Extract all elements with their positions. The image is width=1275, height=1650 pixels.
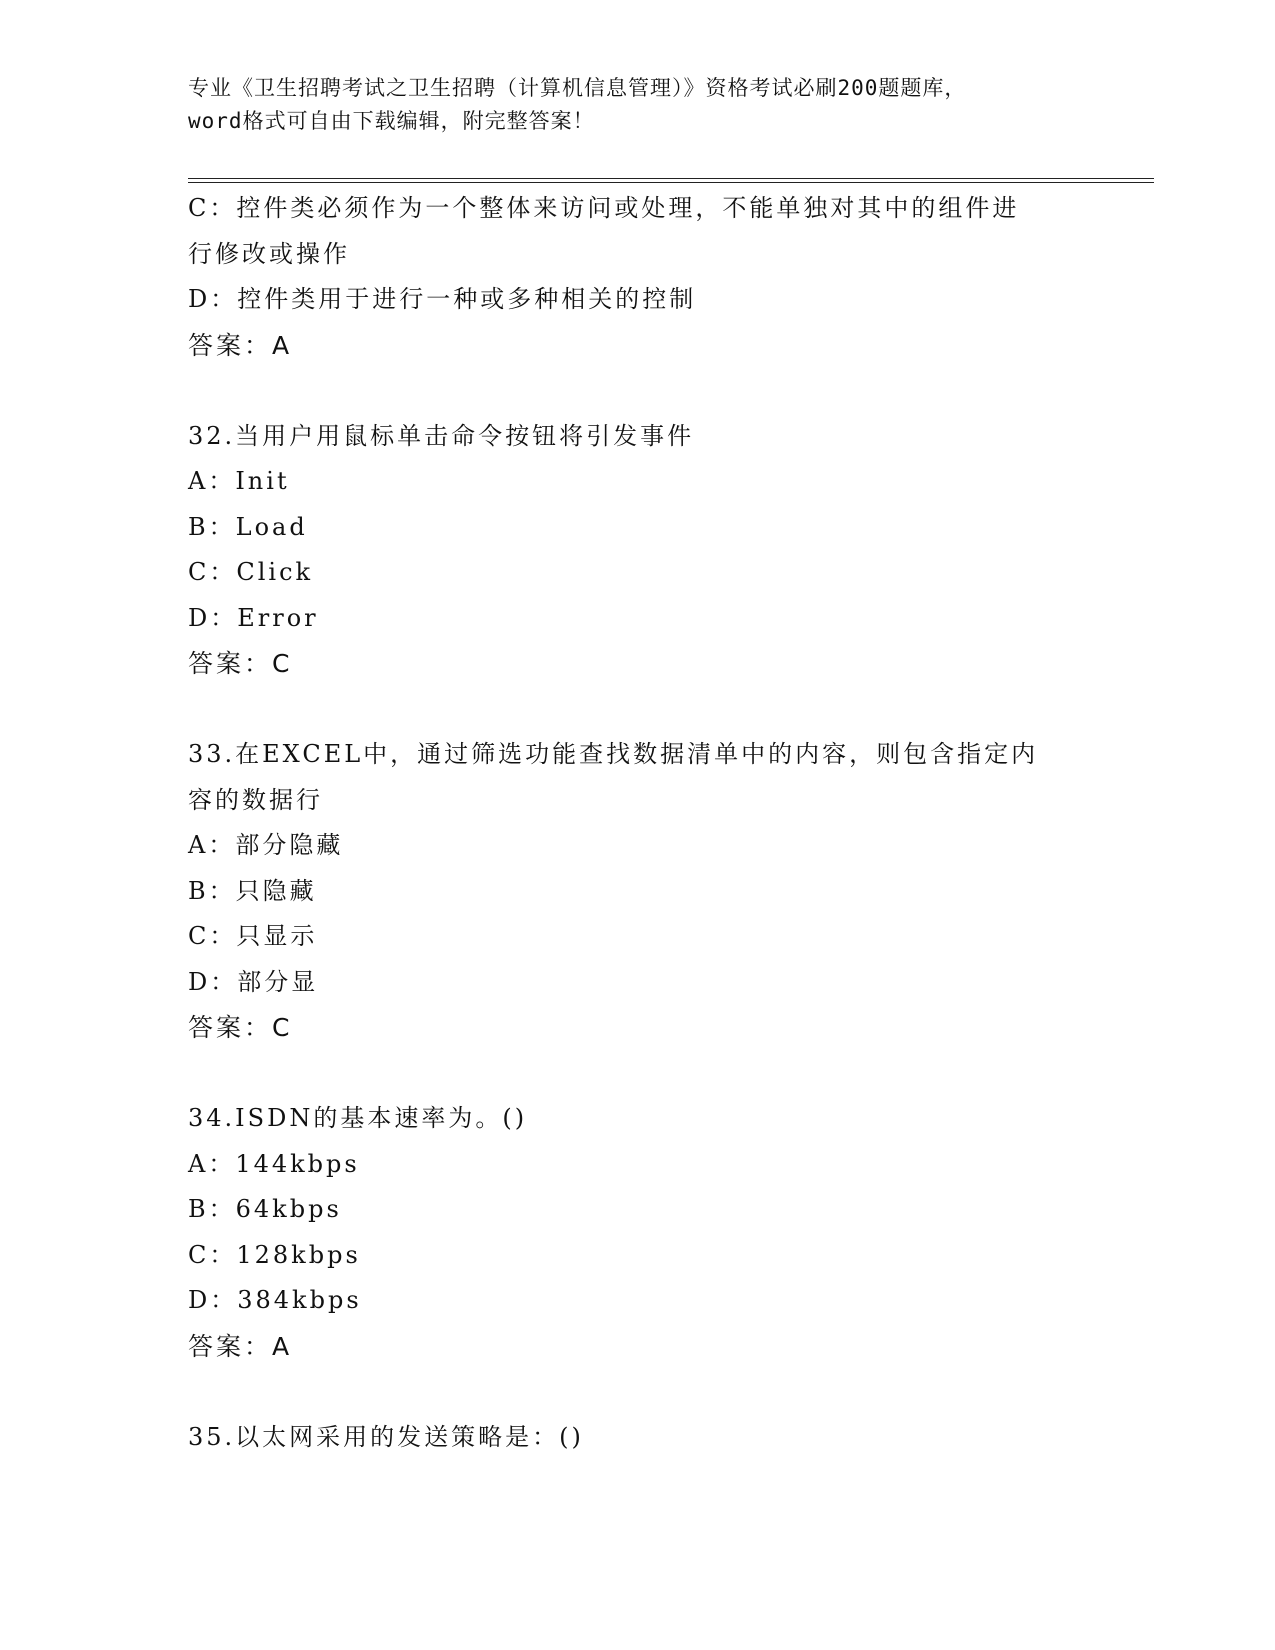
option-d: D：Error xyxy=(188,603,319,632)
continued-question xyxy=(188,186,1088,368)
question-stem: 35.以太网采用的发送策略是：() xyxy=(188,1422,584,1451)
option-a: A：144kbps xyxy=(188,1149,360,1178)
spacer xyxy=(188,368,1088,414)
question-stem-continued: 容的数据行 xyxy=(188,785,323,814)
spacer xyxy=(188,1051,1088,1097)
spacer xyxy=(188,1369,1088,1415)
option-a: A：Init xyxy=(188,467,290,495)
option-c-continued: 行修改或操作 xyxy=(188,239,350,268)
option-c: C：控件类必须作为一个整体来访问或处理，不能单独对其中的组件进 xyxy=(188,194,1020,222)
answer-line: 答案：C xyxy=(188,649,293,678)
option-b: B：64kbps xyxy=(188,1195,342,1223)
question-33 xyxy=(188,732,1088,1051)
header-title-line-1: 专业《卫生招聘考试之卫生招聘（计算机信息管理）》资格考试必刷200题题库， xyxy=(188,76,967,100)
question-stem: 34.ISDN的基本速率为。() xyxy=(188,1104,528,1132)
option-d: D：控件类用于进行一种或多种相关的控制 xyxy=(188,285,697,313)
option-c: C：Click xyxy=(188,558,314,586)
question-list xyxy=(188,186,1088,1460)
spacer xyxy=(188,687,1088,733)
answer-line: 答案：A xyxy=(188,1331,293,1361)
question-stem: 33.在EXCEL中，通过筛选功能查找数据清单中的内容，则包含指定内 xyxy=(188,740,1039,768)
header-divider xyxy=(188,178,1154,183)
option-d: D：384kbps xyxy=(188,1286,362,1314)
option-d: D：部分显 xyxy=(188,967,319,996)
option-b: B：只隐藏 xyxy=(188,876,317,905)
header-title-line-2: word格式可自由下载编辑，附完整答案！ xyxy=(188,109,595,133)
answer-line: 答案：A xyxy=(188,330,293,360)
answer-line: 答案：C xyxy=(188,1013,293,1042)
question-32 xyxy=(188,414,1088,687)
option-a: A：部分隐藏 xyxy=(188,831,344,859)
question-stem: 32.当用户用鼠标单击命令按钮将引发事件 xyxy=(188,421,695,450)
option-c: C：只显示 xyxy=(188,922,318,950)
question-34 xyxy=(188,1096,1088,1369)
option-c: C：128kbps xyxy=(188,1240,361,1269)
question-35 xyxy=(188,1415,1088,1461)
document-header xyxy=(188,72,1088,138)
option-b: B：Load xyxy=(188,512,308,541)
